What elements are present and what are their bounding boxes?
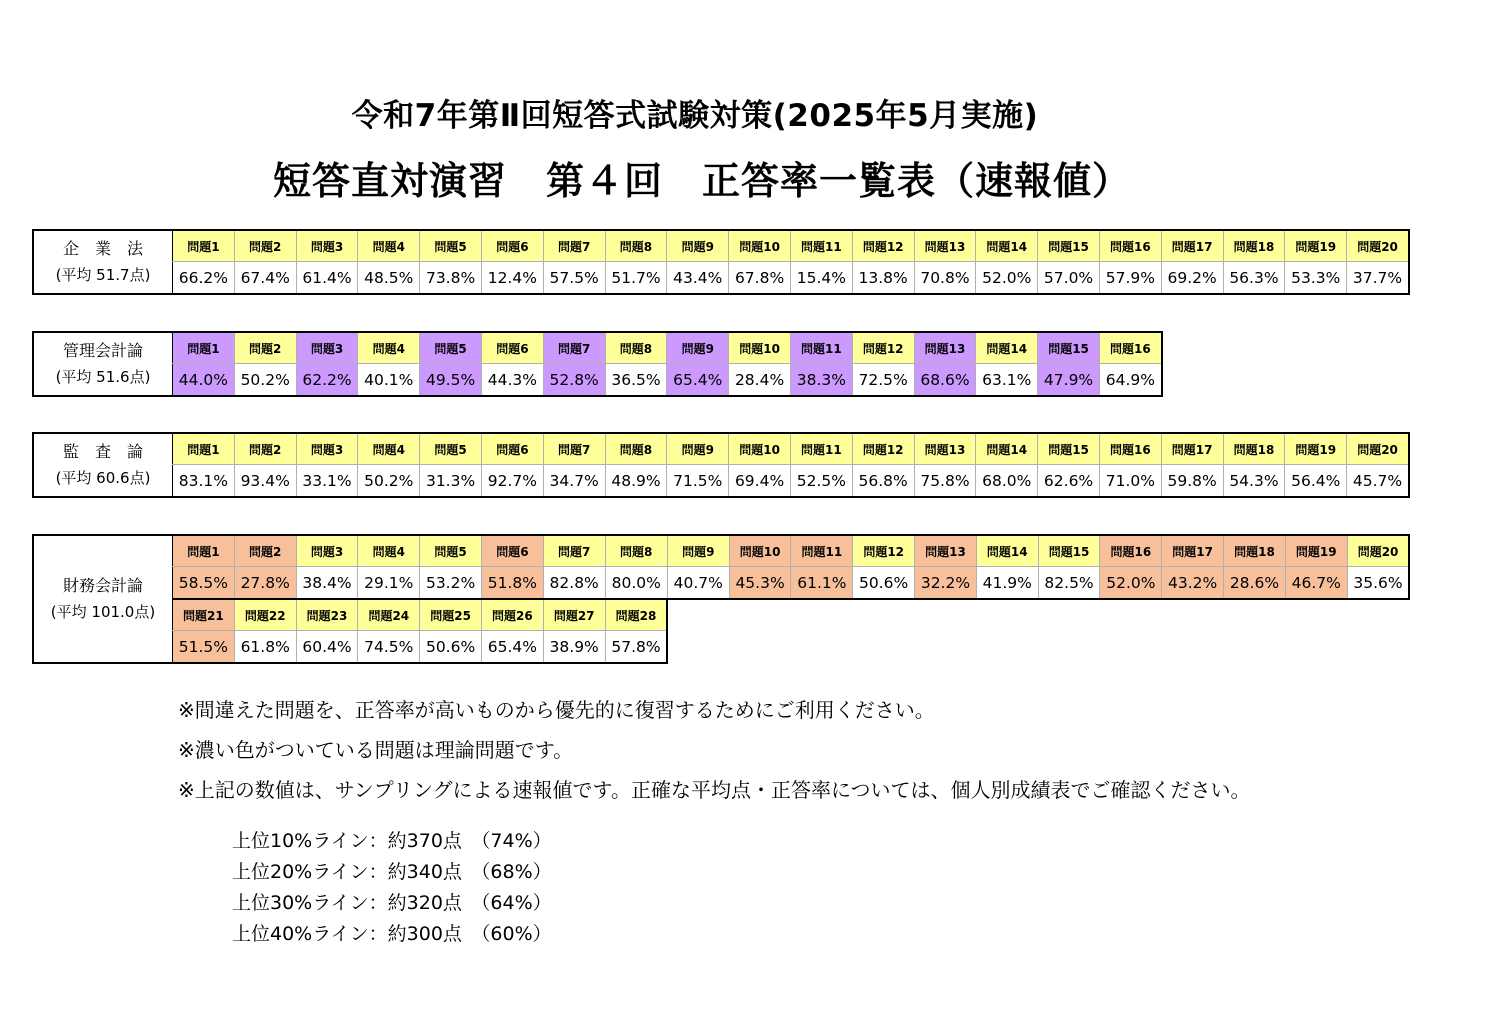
correct-rate: 41.9% — [976, 567, 1038, 600]
question-label: 問題9 — [667, 332, 729, 364]
question-label: 問題18 — [1224, 535, 1286, 567]
question-label: 問題15 — [1038, 230, 1100, 262]
correct-rate: 35.6% — [1347, 567, 1409, 600]
correct-rate: 69.4% — [729, 465, 791, 498]
question-label: 問題3 — [296, 433, 358, 465]
note-line: ※上記の数値は、サンプリングによる速報値です。正確な平均点・正答率については、個人別成績表でご確認ください。 — [178, 778, 1251, 802]
correct-rate: 29.1% — [358, 567, 420, 600]
question-header-row — [173, 332, 1162, 364]
correct-rate: 43.4% — [667, 262, 729, 295]
question-label: 問題1 — [173, 433, 235, 465]
question-label: 問題13 — [914, 230, 976, 262]
subject-average: (平均 51.7点) — [55, 266, 151, 284]
question-label: 問題19 — [1285, 433, 1347, 465]
question-label: 問題11 — [790, 332, 852, 364]
question-label: 問題6 — [481, 535, 543, 567]
question-label: 問題3 — [296, 332, 358, 364]
question-label: 問題24 — [358, 599, 420, 631]
question-label: 問題12 — [852, 332, 914, 364]
rate-table-kansa — [172, 432, 1410, 498]
question-label: 問題14 — [976, 332, 1038, 364]
question-label: 問題17 — [1162, 535, 1224, 567]
question-label: 問題19 — [1285, 535, 1347, 567]
correct-rate: 68.0% — [976, 465, 1038, 498]
title-line-1: 令和7年第Ⅱ回短答式試験対策(2025年5月実施) — [351, 98, 1039, 134]
correct-rate: 52.0% — [976, 262, 1038, 295]
question-label: 問題2 — [234, 332, 296, 364]
question-label: 問題1 — [173, 535, 235, 567]
correct-rate: 27.8% — [234, 567, 296, 600]
correct-rate: 47.9% — [1038, 364, 1100, 397]
question-label: 問題6 — [481, 433, 543, 465]
question-label: 問題20 — [1347, 433, 1409, 465]
correct-rate: 50.6% — [420, 631, 482, 664]
correct-rate: 73.8% — [420, 262, 482, 295]
correct-rate: 71.5% — [667, 465, 729, 498]
question-label: 問題7 — [543, 535, 605, 567]
correct-rate: 52.0% — [1100, 567, 1162, 600]
correct-rate: 57.5% — [543, 262, 605, 295]
note-line: ※間違えた問題を、正答率が高いものから優先的に復習するためにご利用ください。 — [178, 698, 935, 722]
question-label: 問題6 — [481, 230, 543, 262]
correct-rate: 36.5% — [605, 364, 667, 397]
question-label: 問題27 — [543, 599, 605, 631]
question-label: 問題15 — [1038, 332, 1100, 364]
question-label: 問題20 — [1347, 230, 1409, 262]
correct-rate: 82.8% — [543, 567, 605, 600]
question-label: 問題16 — [1099, 332, 1161, 364]
question-header-row — [173, 230, 1409, 262]
correct-rate: 48.5% — [358, 262, 420, 295]
question-label: 問題17 — [1161, 230, 1223, 262]
correct-rate: 53.2% — [420, 567, 482, 600]
correct-rate: 33.1% — [296, 465, 358, 498]
question-header-row — [173, 433, 1409, 465]
question-label: 問題5 — [420, 535, 482, 567]
question-label: 問題15 — [1038, 433, 1100, 465]
correct-rate: 72.5% — [852, 364, 914, 397]
question-label: 問題4 — [358, 433, 420, 465]
correct-rate: 93.4% — [234, 465, 296, 498]
question-label: 問題21 — [173, 599, 235, 631]
correct-rate: 62.6% — [1038, 465, 1100, 498]
question-label: 問題7 — [543, 230, 605, 262]
question-label: 問題22 — [234, 599, 296, 631]
rate-row — [173, 262, 1409, 295]
correct-rate: 61.4% — [296, 262, 358, 295]
question-label: 問題10 — [729, 433, 791, 465]
question-label: 問題4 — [358, 332, 420, 364]
question-label: 問題8 — [605, 230, 667, 262]
score-line: 上位40%ライン：約300点 （60%） — [232, 923, 552, 945]
question-label: 問題12 — [852, 230, 914, 262]
correct-rate: 57.0% — [1038, 262, 1100, 295]
correct-rate: 44.0% — [173, 364, 235, 397]
rate-row — [173, 364, 1162, 397]
question-label: 問題1 — [173, 332, 235, 364]
correct-rate: 40.7% — [667, 567, 729, 600]
subject-name: 監 査 論 — [62, 442, 143, 461]
correct-rate: 58.5% — [173, 567, 235, 600]
question-label: 問題13 — [914, 332, 976, 364]
question-label: 問題5 — [420, 230, 482, 262]
question-label: 問題11 — [791, 535, 853, 567]
subject-average: (平均 101.0点) — [50, 603, 156, 621]
correct-rate: 45.3% — [729, 567, 791, 600]
subject-name: 財務会計論 — [62, 576, 143, 595]
correct-rate: 50.2% — [358, 465, 420, 498]
correct-rate: 70.8% — [914, 262, 976, 295]
question-label: 問題14 — [976, 230, 1038, 262]
correct-rate: 74.5% — [358, 631, 420, 664]
note-line: ※濃い色がついている問題は理論問題です。 — [178, 738, 574, 762]
title-line-2: 短答直対演習 第４回 正答率一覧表（速報値） — [272, 159, 1131, 203]
question-label: 問題28 — [605, 599, 667, 631]
correct-rate: 65.4% — [667, 364, 729, 397]
question-label: 問題18 — [1223, 230, 1285, 262]
question-label: 問題10 — [729, 332, 791, 364]
correct-rate: 63.1% — [976, 364, 1038, 397]
correct-rate: 61.8% — [234, 631, 296, 664]
correct-rate: 64.9% — [1099, 364, 1161, 397]
correct-rate: 83.1% — [173, 465, 235, 498]
question-label: 問題23 — [296, 599, 358, 631]
question-label: 問題9 — [667, 230, 729, 262]
correct-rate: 82.5% — [1038, 567, 1100, 600]
rate-table-zaimu — [172, 534, 1410, 664]
question-label: 問題14 — [976, 535, 1038, 567]
correct-rate: 28.6% — [1224, 567, 1286, 600]
question-label: 問題13 — [915, 535, 977, 567]
question-label: 問題10 — [729, 535, 791, 567]
rate-table-kanri — [172, 331, 1163, 397]
question-label: 問題12 — [853, 535, 915, 567]
correct-rate: 62.2% — [296, 364, 358, 397]
correct-rate: 52.5% — [790, 465, 852, 498]
correct-rate: 34.7% — [543, 465, 605, 498]
question-label: 問題8 — [605, 332, 667, 364]
correct-rate: 66.2% — [173, 262, 235, 295]
correct-rate: 57.9% — [1099, 262, 1161, 295]
correct-rate: 38.9% — [543, 631, 605, 664]
score-line: 上位20%ライン：約340点 （68%） — [232, 861, 552, 883]
question-label: 問題7 — [543, 433, 605, 465]
correct-rate: 50.6% — [853, 567, 915, 600]
question-label: 問題11 — [790, 230, 852, 262]
rate-row — [173, 567, 1410, 600]
correct-rate: 32.2% — [915, 567, 977, 600]
question-label: 問題16 — [1099, 433, 1161, 465]
correct-rate: 43.2% — [1162, 567, 1224, 600]
question-label: 問題2 — [234, 535, 296, 567]
correct-rate: 56.8% — [852, 465, 914, 498]
correct-rate: 46.7% — [1285, 567, 1347, 600]
correct-rate: 50.2% — [234, 364, 296, 397]
correct-rate: 31.3% — [420, 465, 482, 498]
correct-rate: 51.8% — [481, 567, 543, 600]
question-label: 問題26 — [481, 599, 543, 631]
question-label: 問題8 — [605, 535, 667, 567]
correct-rate: 67.8% — [729, 262, 791, 295]
question-label: 問題11 — [790, 433, 852, 465]
question-label: 問題8 — [605, 433, 667, 465]
question-label: 問題17 — [1161, 433, 1223, 465]
correct-rate: 57.8% — [605, 631, 667, 664]
question-label: 問題10 — [729, 230, 791, 262]
question-label: 問題4 — [358, 535, 420, 567]
correct-rate: 51.7% — [605, 262, 667, 295]
subject-label-kigyoho — [32, 229, 172, 295]
question-label: 問題18 — [1223, 433, 1285, 465]
question-label: 問題9 — [667, 535, 729, 567]
rate-row — [173, 465, 1409, 498]
correct-rate: 53.3% — [1285, 262, 1347, 295]
subject-average: (平均 51.6点) — [55, 368, 151, 386]
question-label: 問題1 — [173, 230, 235, 262]
question-label: 問題6 — [481, 332, 543, 364]
correct-rate: 69.2% — [1161, 262, 1223, 295]
question-label: 問題7 — [543, 332, 605, 364]
correct-rate: 92.7% — [481, 465, 543, 498]
correct-rate: 49.5% — [420, 364, 482, 397]
rate-table-kigyoho — [172, 229, 1410, 295]
correct-rate: 68.6% — [914, 364, 976, 397]
subject-label-kanri — [32, 331, 172, 397]
question-label: 問題2 — [234, 433, 296, 465]
question-label: 問題15 — [1038, 535, 1100, 567]
subject-average: (平均 60.6点) — [55, 469, 151, 487]
question-label: 問題25 — [420, 599, 482, 631]
score-line: 上位10%ライン：約370点 （74%） — [232, 830, 552, 852]
question-label: 問題13 — [914, 433, 976, 465]
correct-rate: 59.8% — [1161, 465, 1223, 498]
question-label: 問題5 — [420, 433, 482, 465]
question-label: 問題16 — [1100, 535, 1162, 567]
correct-rate: 65.4% — [481, 631, 543, 664]
correct-rate: 60.4% — [296, 631, 358, 664]
correct-rate: 56.4% — [1285, 465, 1347, 498]
correct-rate: 71.0% — [1099, 465, 1161, 498]
question-label: 問題9 — [667, 433, 729, 465]
correct-rate: 40.1% — [358, 364, 420, 397]
question-label: 問題3 — [296, 230, 358, 262]
correct-rate: 37.7% — [1347, 262, 1409, 295]
correct-rate: 12.4% — [481, 262, 543, 295]
correct-rate: 51.5% — [173, 631, 235, 664]
notes — [178, 690, 1251, 810]
subject-label-zaimu — [32, 534, 172, 664]
question-label: 問題12 — [852, 433, 914, 465]
correct-rate: 48.9% — [605, 465, 667, 498]
correct-rate: 52.8% — [543, 364, 605, 397]
question-header-row — [173, 599, 1410, 631]
correct-rate: 38.3% — [790, 364, 852, 397]
correct-rate: 15.4% — [790, 262, 852, 295]
subject-name: 管理会計論 — [62, 341, 143, 360]
correct-rate: 75.8% — [914, 465, 976, 498]
question-label: 問題4 — [358, 230, 420, 262]
subject-name: 企 業 法 — [62, 239, 143, 258]
correct-rate: 13.8% — [852, 262, 914, 295]
question-label: 問題20 — [1347, 535, 1409, 567]
question-label: 問題5 — [420, 332, 482, 364]
question-label: 問題3 — [296, 535, 358, 567]
score-lines — [232, 826, 552, 950]
correct-rate: 67.4% — [234, 262, 296, 295]
correct-rate: 56.3% — [1223, 262, 1285, 295]
rate-row — [173, 631, 1410, 664]
correct-rate: 80.0% — [605, 567, 667, 600]
subject-label-kansa — [32, 432, 172, 498]
question-label: 問題2 — [234, 230, 296, 262]
correct-rate: 61.1% — [791, 567, 853, 600]
question-label: 問題14 — [976, 433, 1038, 465]
question-header-row — [173, 535, 1410, 567]
score-line: 上位30%ライン：約320点 （64%） — [232, 892, 552, 914]
question-label: 問題19 — [1285, 230, 1347, 262]
correct-rate: 45.7% — [1347, 465, 1409, 498]
correct-rate: 38.4% — [296, 567, 358, 600]
correct-rate: 28.4% — [729, 364, 791, 397]
correct-rate: 44.3% — [481, 364, 543, 397]
question-label: 問題16 — [1099, 230, 1161, 262]
correct-rate: 54.3% — [1223, 465, 1285, 498]
